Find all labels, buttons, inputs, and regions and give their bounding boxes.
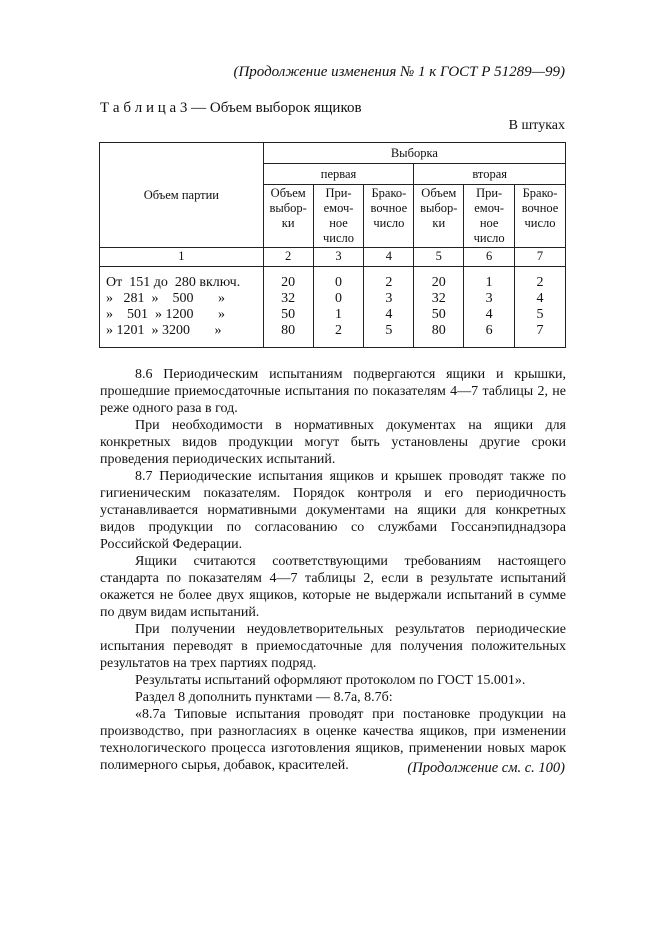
- body-text: [100, 366, 566, 774]
- continuation-footer: (Продолжение см. с. 100): [407, 760, 565, 776]
- cell-value: 6: [485, 323, 493, 338]
- subheader-acceptance-2: При-емоч-ное число: [464, 185, 515, 248]
- col-number: 7: [515, 248, 566, 267]
- col-sample-size-1: [263, 267, 313, 348]
- paragraph: При необходимости в нормативных документах на ящики для конкретных видов продукции могут быть установлены другие сроки проведения периодических испытаний.: [100, 418, 566, 467]
- cell-value: 4: [385, 307, 393, 322]
- header-lot-size: Объем партии: [100, 143, 264, 248]
- lot-range: » 281 » 500 »: [106, 291, 225, 306]
- col-sample-size-2: [414, 267, 464, 348]
- table-caption: Т а б л и ц а 3 — Объем выборок ящиков: [100, 100, 362, 116]
- lot-range: » 501 » 1200 »: [106, 307, 225, 322]
- paragraph: Результаты испытаний оформляют протоколом по ГОСТ 15.001».: [135, 673, 526, 688]
- subheader-rejection-2: Брако-вочное число: [515, 185, 566, 248]
- paragraph: Раздел 8 дополнить пунктами — 8.7а, 8.7б:: [135, 690, 393, 705]
- paragraph: 8.7 Периодические испытания ящиков и крышек проводят также по гигиеническим показателям. Порядок контроля и его периодичность устанавливается нормативными документами на ящики для конкретных видов продукции по согласованию со службами Госсанэпиднадзора Российской Федерации.: [100, 469, 566, 552]
- continuation-header: (Продолжение изменения № 1 к ГОСТ Р 51289—99): [233, 64, 565, 80]
- lot-range: » 1201 » 3200 »: [106, 323, 222, 338]
- cell-value: 7: [536, 323, 544, 338]
- cell-value: 0: [335, 275, 343, 290]
- header-sample: Выборка: [263, 143, 565, 164]
- cell-value: 50: [281, 307, 296, 322]
- cell-value: 1: [485, 275, 493, 290]
- units-label: В штуках: [508, 118, 565, 133]
- paragraph: При получении неудовлетворительных результатов периодические испытания переводят в приемосдаточные для получения положительных результатов на трех партиях подряд.: [100, 622, 566, 671]
- col-rejection-2: [515, 267, 566, 348]
- cell-value: 2: [335, 323, 343, 338]
- cell-value: 50: [431, 307, 446, 322]
- header-first-sample: первая: [263, 164, 414, 185]
- col-number: 2: [263, 248, 313, 267]
- col-number: 6: [464, 248, 515, 267]
- sample-size-table: [99, 142, 566, 348]
- cell-value: 0: [335, 291, 343, 306]
- lot-range: От 151 до 280 включ.: [106, 275, 241, 290]
- cell-value: 32: [431, 291, 446, 306]
- paragraph: «8.7а Типовые испытания проводят при постановке продукции на производство, при разногласиях в оценке качества ящиков, при изменении технологического процесса изготовления ящиков, применении новых марок полимерного сырья, добавок, красителей.: [100, 707, 566, 773]
- col-rejection-1: [364, 267, 414, 348]
- paragraph: Ящики считаются соответствующими требованиям настоящего стандарта по показателям 4—7 таблицы 2, если в результате испытаний окажется не более двух ящиков, которые не выдержали испытаний в сумме по двум видам испытаний.: [100, 554, 566, 620]
- cell-value: 4: [536, 291, 544, 306]
- col-number: 4: [364, 248, 414, 267]
- cell-value: 80: [431, 323, 446, 338]
- cell-value: 5: [536, 307, 544, 322]
- paragraph: 8.6 Периодическим испытаниям подвергаются ящики и крышки, прошедшие приемосдаточные испытания по показателям 4—7 таблицы 2, не реже одного раза в год.: [100, 367, 566, 416]
- lot-size-ranges: [100, 267, 264, 348]
- subheader-sample-size-2: Объем выбор-ки: [414, 185, 464, 248]
- cell-value: 80: [281, 323, 296, 338]
- cell-value: 2: [385, 275, 393, 290]
- subheader-rejection-1: Брако-вочное число: [364, 185, 414, 248]
- col-acceptance-1: [313, 267, 364, 348]
- cell-value: 2: [536, 275, 544, 290]
- header-second-sample: вторая: [414, 164, 566, 185]
- col-number: 1: [100, 248, 264, 267]
- col-number: 5: [414, 248, 464, 267]
- cell-value: 20: [281, 275, 296, 290]
- subheader-sample-size-1: Объем выбор-ки: [263, 185, 313, 248]
- cell-value: 1: [335, 307, 343, 322]
- subheader-acceptance-1: При-емоч-ное число: [313, 185, 364, 248]
- cell-value: 3: [485, 291, 493, 306]
- cell-value: 4: [485, 307, 493, 322]
- col-number: 3: [313, 248, 364, 267]
- cell-value: 32: [281, 291, 296, 306]
- cell-value: 3: [385, 291, 393, 306]
- cell-value: 5: [385, 323, 393, 338]
- cell-value: 20: [431, 275, 446, 290]
- col-acceptance-2: [464, 267, 515, 348]
